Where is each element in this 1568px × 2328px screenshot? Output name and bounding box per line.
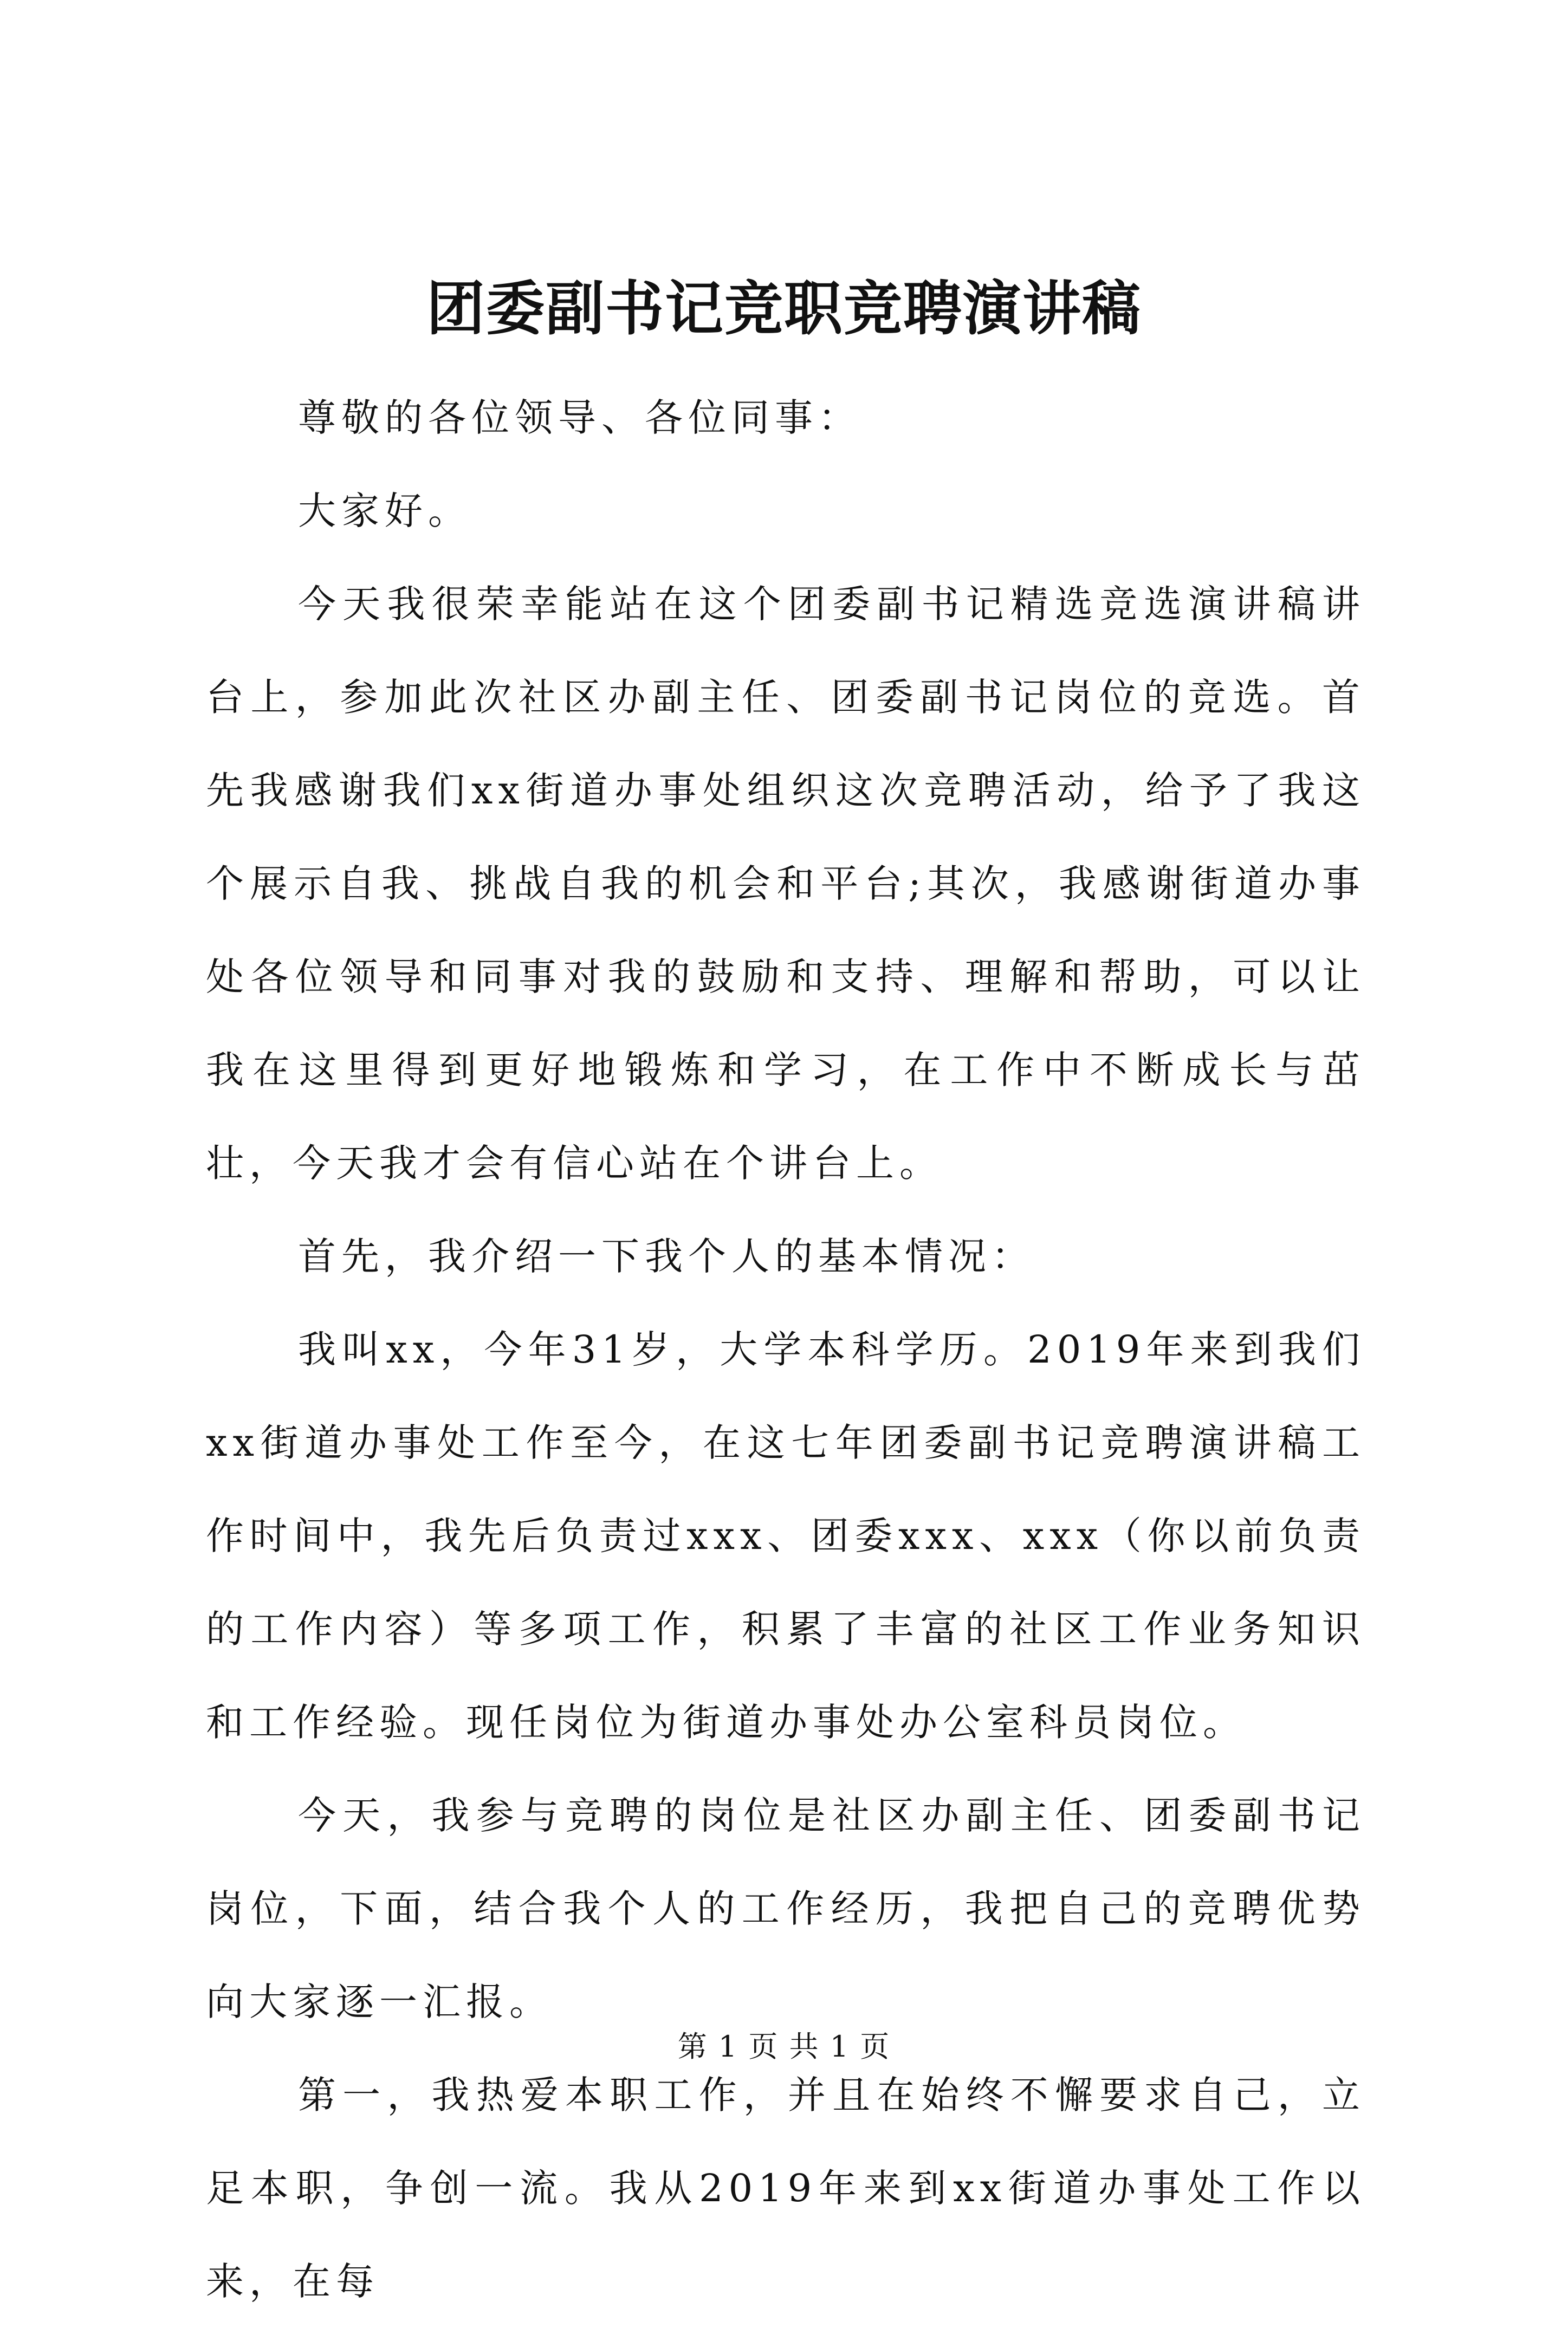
page-footer: 第 1 页 共 1 页 [677, 2029, 891, 2064]
paragraph-basic-info: 我叫xx，今年31岁，大学本科学历。2019年来到我们xx街道办事处工作至今，在这七年团委副书记竞聘演讲稿工作时间中，我先后负责过xxx、团委xxx、xxx（你以前负责的工作内容）等多项工作，积累了丰富的社区工作业务知识和工作经验。现任岗位为街道办事处办公室科员岗位。 [206, 1327, 1365, 1745]
paragraph-greeting: 大家好。 [298, 489, 471, 533]
paragraph-first-point: 第一，我热爱本职工作，并且在始终不懈要求自己，立足本职，争创一流。我从2019年来到xx街道办事处工作以来，在每 [206, 2073, 1365, 2304]
paragraph-introduction: 今天我很荣幸能站在这个团委副书记精选竞选演讲稿讲台上，参加此次社区办副主任、团委副书记岗位的竞选。首先我感谢我们xx街道办事处组织这次竞聘活动，给予了我这个展示自我、挑战自我的机会和平台;其次，我感谢街道办事处各位领导和同事对我的鼓励和支持、理解和帮助，可以让我在这里得到更好地锻炼和学习，在工作中不断成长与茁壮，今天我才会有信心站在个讲台上。 [206, 582, 1365, 1185]
paragraph-basic-info-heading: 首先，我介绍一下我个人的基本情况： [298, 1234, 1035, 1279]
document-title: 团委副书记竞职竞聘演讲稿 [426, 275, 1142, 343]
paragraph-position: 今天，我参与竞聘的岗位是社区办副主任、团委副书记岗位，下面，结合我个人的工作经历，我把自己的竞聘优势向大家逐一汇报。 [206, 1793, 1365, 2024]
paragraph-salutation: 尊敬的各位领导、各位同事： [298, 395, 861, 440]
